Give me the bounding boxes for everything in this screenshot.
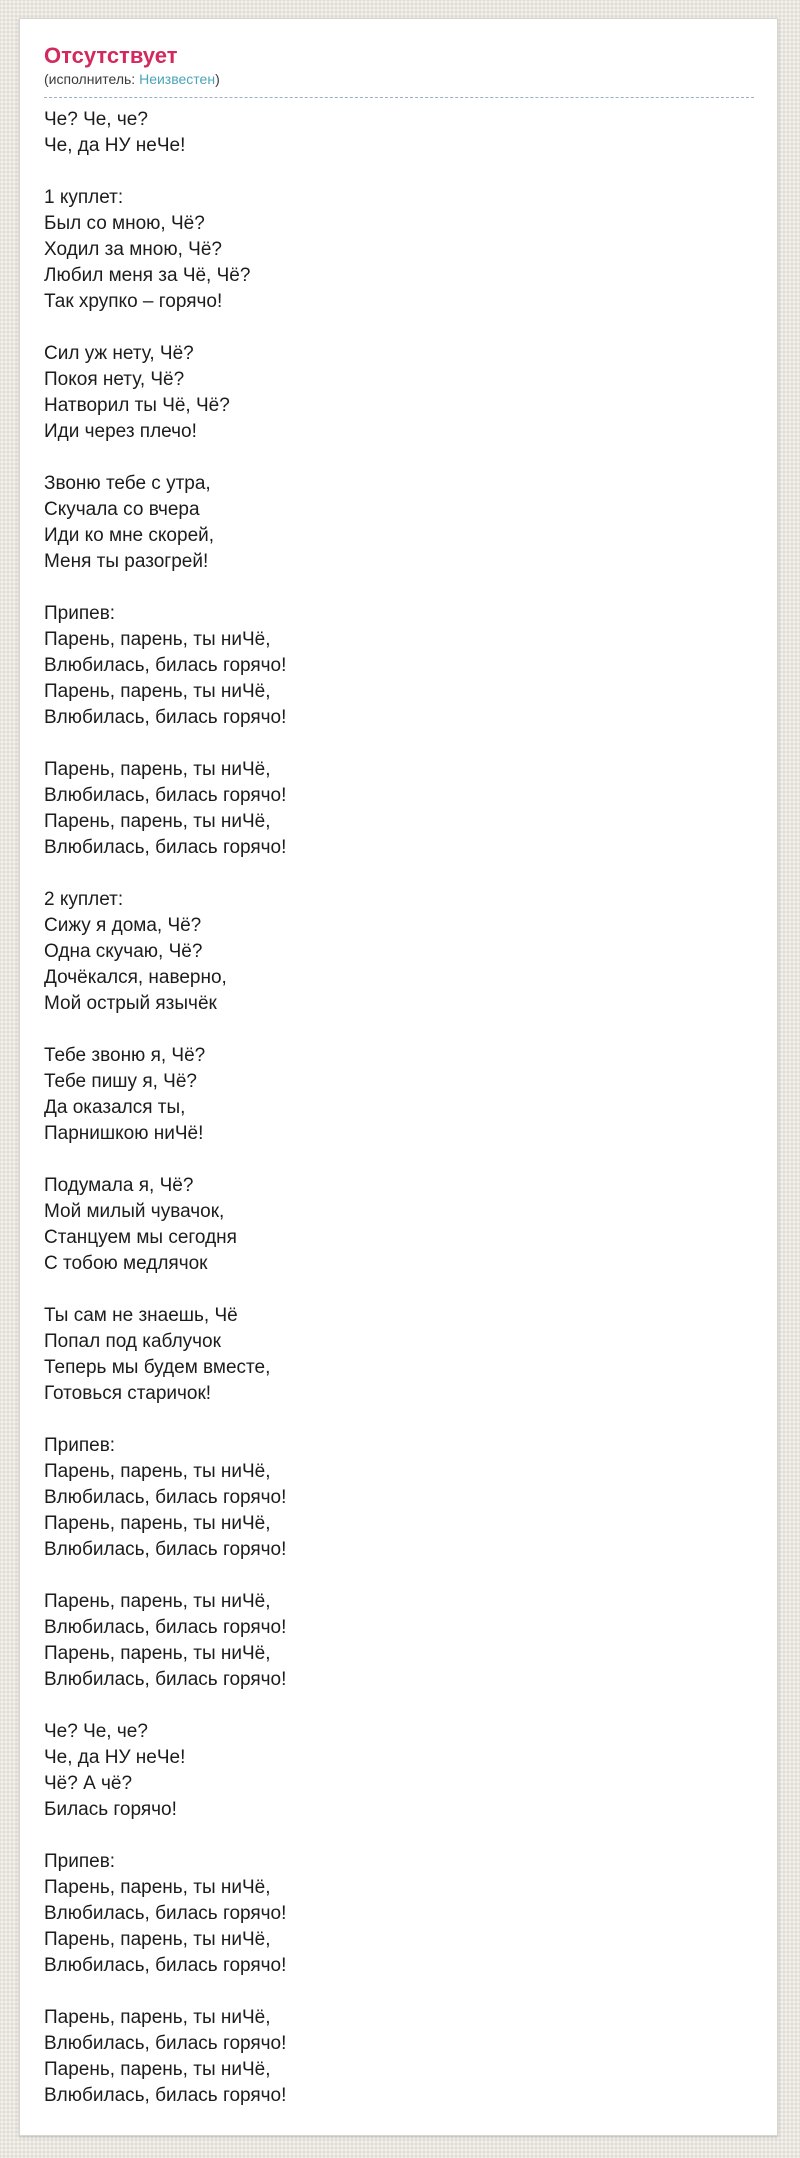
lyric-blank-line bbox=[44, 1017, 754, 1043]
lyric-line: Парень, парень, ты ниЧё, bbox=[44, 629, 271, 650]
lyric-line: Иди ко мне скорей, bbox=[44, 525, 215, 546]
lyric-line: Готовься старичок! bbox=[44, 1383, 212, 1404]
lyric-line: Че? Че, че? bbox=[44, 1721, 148, 1742]
lyric-line: Попал под каблучок bbox=[44, 1331, 221, 1352]
lyric-blank-line bbox=[44, 1823, 754, 1849]
lyric-line: Че? Че, че? bbox=[44, 109, 148, 130]
lyric-line: Одна скучаю, Чё? bbox=[44, 941, 203, 962]
lyric-line: Че, да НУ неЧе! bbox=[44, 135, 186, 156]
lyric-line: Влюбилась, билась горячо! bbox=[44, 1617, 287, 1638]
lyric-line: Был со мною, Чё? bbox=[44, 213, 205, 234]
lyric-blank-line bbox=[44, 1407, 754, 1433]
artist-link[interactable]: Неизвестен bbox=[139, 71, 216, 87]
artist-label-prefix: (исполнитель: bbox=[44, 71, 140, 87]
lyric-line: Покоя нету, Чё? bbox=[44, 369, 185, 390]
lyric-line: Парень, парень, ты ниЧё, bbox=[44, 2059, 271, 2080]
lyrics bbox=[44, 107, 754, 2109]
lyric-blank-line bbox=[44, 861, 754, 887]
lyric-line: Иди через плечо! bbox=[44, 421, 197, 442]
lyric-line: Станцуем мы сегодня bbox=[44, 1227, 237, 1248]
lyric-blank-line bbox=[44, 1147, 754, 1173]
lyric-line: Теперь мы будем вместе, bbox=[44, 1357, 271, 1378]
song-title: Отсутствует bbox=[44, 43, 178, 68]
lyric-blank-line bbox=[44, 1979, 754, 2005]
artist-label-suffix: ) bbox=[215, 71, 220, 87]
lyric-line: Парень, парень, ты ниЧё, bbox=[44, 1643, 271, 1664]
lyric-line: Любил меня за Чё, Чё? bbox=[44, 265, 251, 286]
lyric-line: Парень, парень, ты ниЧё, bbox=[44, 1513, 271, 1534]
lyric-line: Билась горячо! bbox=[44, 1799, 177, 1820]
lyric-line: Тебе пишу я, Чё? bbox=[44, 1071, 197, 1092]
lyric-line: Влюбилась, билась горячо! bbox=[44, 1903, 287, 1924]
lyric-line: Влюбилась, билась горячо! bbox=[44, 1487, 287, 1508]
lyric-blank-line bbox=[44, 159, 754, 185]
lyric-line: Подумала я, Чё? bbox=[44, 1175, 194, 1196]
lyric-line: Ты сам не знаешь, Чё bbox=[44, 1305, 238, 1326]
lyric-line: Да оказался ты, bbox=[44, 1097, 186, 1118]
lyric-line: Влюбилась, билась горячо! bbox=[44, 655, 287, 676]
lyric-line: Парень, парень, ты ниЧё, bbox=[44, 811, 271, 832]
lyric-line: Влюбилась, билась горячо! bbox=[44, 1539, 287, 1560]
lyric-line: Сижу я дома, Чё? bbox=[44, 915, 202, 936]
lyric-line: Меня ты разогрей! bbox=[44, 551, 209, 572]
lyric-blank-line bbox=[44, 315, 754, 341]
lyric-line: Влюбилась, билась горячо! bbox=[44, 1955, 287, 1976]
lyric-blank-line bbox=[44, 445, 754, 471]
lyric-line: Мой милый чувачок, bbox=[44, 1201, 225, 1222]
lyric-line: Мой острый язычёк bbox=[44, 993, 217, 1014]
lyric-blank-line bbox=[44, 1277, 754, 1303]
lyric-line: Влюбилась, билась горячо! bbox=[44, 785, 287, 806]
artist-line bbox=[44, 71, 754, 98]
lyric-line: С тобою медлячок bbox=[44, 1253, 208, 1274]
lyric-line: Парень, парень, ты ниЧё, bbox=[44, 759, 271, 780]
lyric-line: Влюбилась, билась горячо! bbox=[44, 837, 287, 858]
lyric-line: Влюбилась, билась горячо! bbox=[44, 1669, 287, 1690]
lyric-blank-line bbox=[44, 1563, 754, 1589]
lyric-line: Припев: bbox=[44, 1851, 116, 1872]
lyric-line: Ходил за мною, Чё? bbox=[44, 239, 222, 260]
lyric-line: Парень, парень, ты ниЧё, bbox=[44, 681, 271, 702]
lyric-line: Натворил ты Чё, Чё? bbox=[44, 395, 230, 416]
lyric-line: 2 куплет: bbox=[44, 889, 124, 910]
lyric-line: Влюбилась, билась горячо! bbox=[44, 707, 287, 728]
lyric-line: Парнишкою ниЧё! bbox=[44, 1123, 204, 1144]
lyric-line: Сил уж нету, Чё? bbox=[44, 343, 194, 364]
lyric-line: Звоню тебе с утра, bbox=[44, 473, 211, 494]
lyric-line: Так хрупко – горячо! bbox=[44, 291, 223, 312]
lyric-line: Парень, парень, ты ниЧё, bbox=[44, 1591, 271, 1612]
lyric-line: Тебе звоню я, Чё? bbox=[44, 1045, 206, 1066]
lyric-line: Че, да НУ неЧе! bbox=[44, 1747, 186, 1768]
lyric-blank-line bbox=[44, 575, 754, 601]
lyric-line: Влюбилась, билась горячо! bbox=[44, 2085, 287, 2106]
lyric-line: Припев: bbox=[44, 1435, 116, 1456]
lyric-line: Парень, парень, ты ниЧё, bbox=[44, 1461, 271, 1482]
lyric-blank-line bbox=[44, 731, 754, 757]
lyric-line: Парень, парень, ты ниЧё, bbox=[44, 1877, 271, 1898]
lyric-line: Припев: bbox=[44, 603, 116, 624]
lyric-line: Чё? А чё? bbox=[44, 1773, 133, 1794]
lyric-line: Дочёкался, наверно, bbox=[44, 967, 227, 988]
lyric-line: Парень, парень, ты ниЧё, bbox=[44, 1929, 271, 1950]
lyric-line: Парень, парень, ты ниЧё, bbox=[44, 2007, 271, 2028]
lyric-line: Скучала со вчера bbox=[44, 499, 200, 520]
lyric-line: 1 куплет: bbox=[44, 187, 124, 208]
lyric-blank-line bbox=[44, 1693, 754, 1719]
lyrics-card bbox=[19, 18, 778, 2136]
lyric-line: Влюбилась, билась горячо! bbox=[44, 2033, 287, 2054]
